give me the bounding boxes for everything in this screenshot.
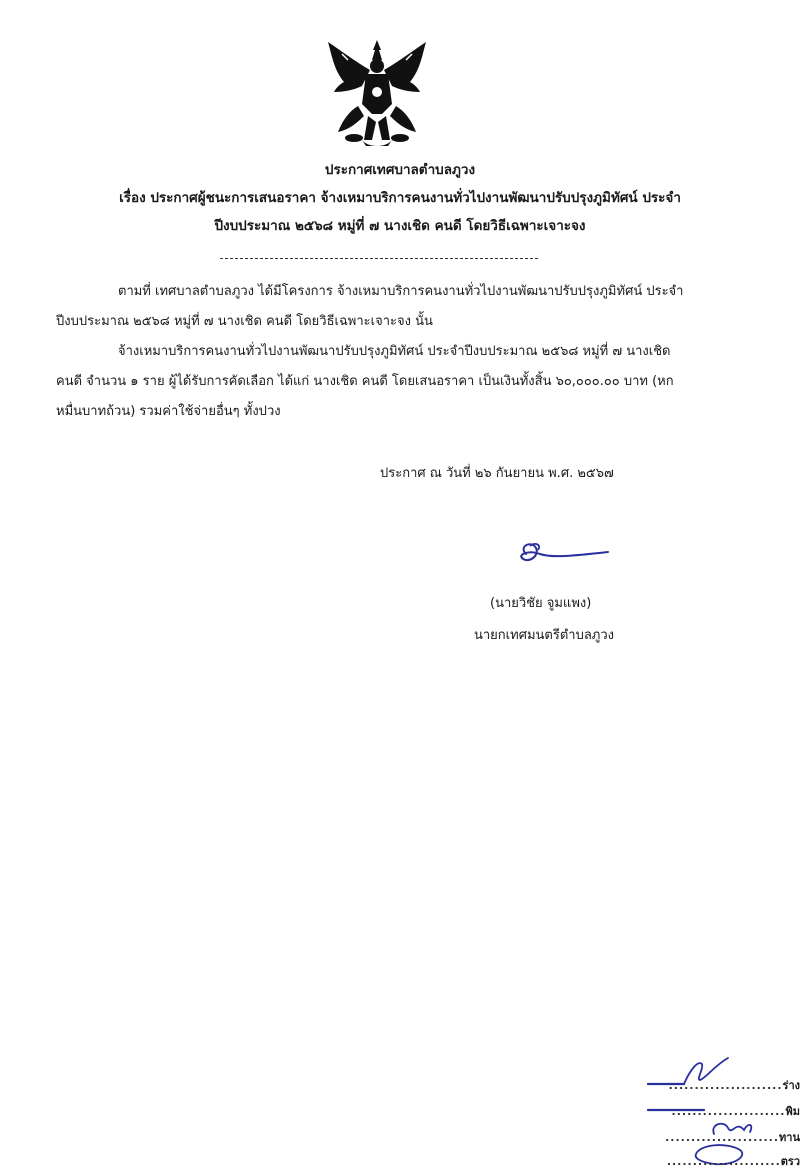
initials-row-1: ......................ร่าง	[668, 1079, 800, 1092]
paragraph2-line2: คนดี จำนวน ๑ ราย ผู้ได้รับการคัดเลือก ได้แก่ นางเชิด คนดี โดยเสนอราคา เป็นเงินทั้งสิ้น ๖๐,๐๐๐.๐๐ บาท (หก	[56, 374, 674, 389]
announcement-date: ประกาศ ณ วันที่ ๒๖ กันยายน พ.ศ. ๒๕๖๗	[380, 466, 614, 481]
initials-row-3: ......................ทาน	[665, 1131, 800, 1144]
paragraph2-line3: หมื่นบาทถ้วน) รวมค่าใช้จ่ายอื่นๆ ทั้งปวง	[56, 404, 281, 419]
signature-graphic	[512, 536, 612, 572]
signer-name: (นายวิชัย จูมแพง)	[490, 596, 592, 611]
signer-title: นายกเทศมนตรีตำบลภูวง	[474, 628, 614, 643]
paragraph1-line2: ปีงบประมาณ ๒๕๖๘ หมู่ที่ ๗ นางเชิด คนดี โดยวิธีเฉพาะเจาะจง นั้น	[56, 314, 433, 329]
initials-row-4: ......................ตรว	[666, 1155, 800, 1168]
paragraph2-line1: จ้างเหมาบริการคนงานทั่วไปงานพัฒนาปรับปรุงภูมิทัศน์ ประจำปีงบประมาณ ๒๕๖๘ หมู่ที่ ๗ นางเชิด	[118, 344, 671, 359]
title-divider	[220, 258, 538, 259]
paragraph1-line1: ตามที่ เทศบาลตำบลภูวง ได้มีโครงการ จ้างเหมาบริการคนงานทั่วไปงานพัฒนาปรับปรุงภูมิทัศน์ ประจำ	[118, 284, 684, 299]
garuda-emblem-icon	[318, 36, 436, 154]
document-title: ประกาศเทศบาลตำบลภูวง	[324, 162, 476, 178]
document-subject-line2: ปีงบประมาณ ๒๕๖๘ หมู่ที่ ๗ นางเชิด คนดี โดยวิธีเฉพาะเจาะจง	[214, 218, 586, 234]
initials-row-2: ......................พิม	[671, 1105, 800, 1118]
document-subject-line1: เรื่อง ประกาศผู้ชนะการเสนอราคา จ้างเหมาบริการคนงานทั่วไปงานพัฒนาปรับปรุงภูมิทัศน์ ประจำ	[119, 190, 681, 206]
